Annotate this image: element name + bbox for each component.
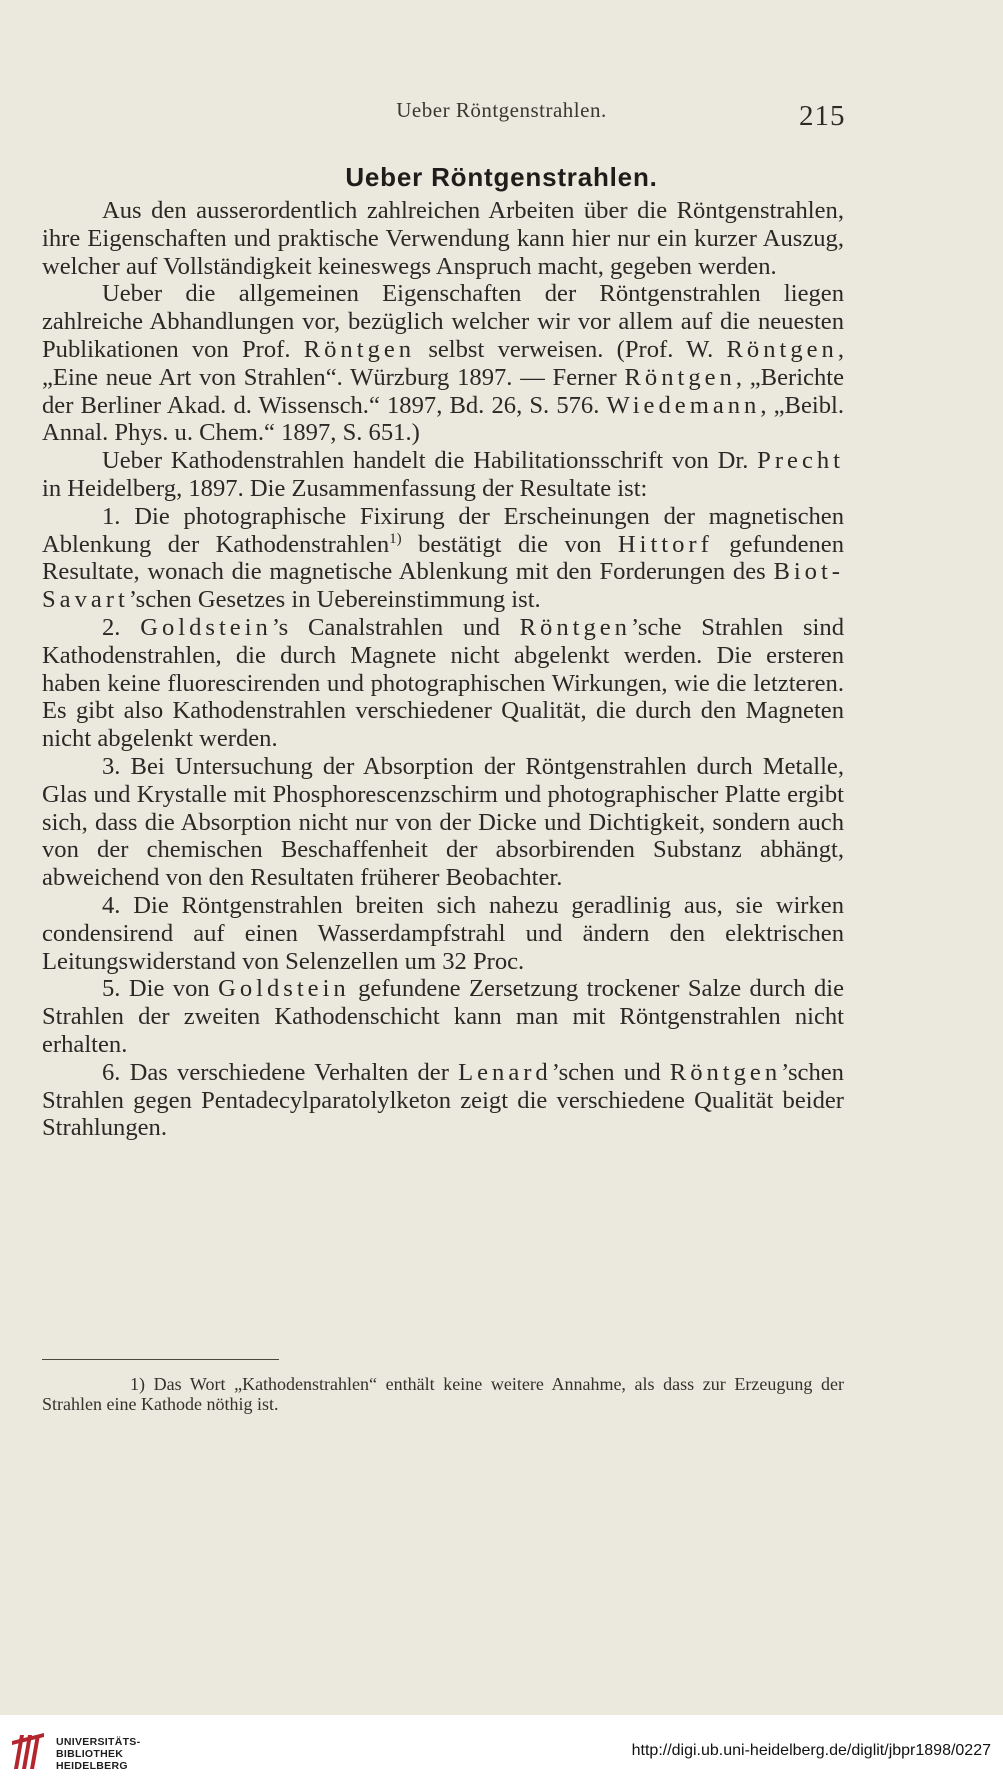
- text-run: , „Berichte der Berliner Akad. d. Wissensch.“ 1897, Bd. 26, S. 576.: [42, 363, 844, 419]
- logo-line: BIBLIOTHEK: [56, 1748, 124, 1760]
- text-run: ’s Canalstrahlen und: [271, 613, 520, 641]
- author-name: Goldstein: [140, 613, 272, 641]
- footnote-divider: [42, 1359, 279, 1360]
- author-name: Precht: [757, 447, 844, 475]
- permalink-url[interactable]: http://digi.ub.uni-heidelberg.de/diglit/jbpr1898/0227: [631, 1742, 991, 1759]
- result-item-2: [42, 614, 844, 753]
- author-name: Goldstein: [218, 975, 350, 1003]
- author-name: Röntgen: [726, 335, 838, 363]
- footnote: [42, 1374, 844, 1414]
- text-run: 2.: [102, 613, 141, 641]
- logo-line: HEIDELBERG: [56, 1760, 128, 1772]
- text-run: gefundenen Resultate, wonach die magnetische Ablenkung mit den Forderungen des: [42, 530, 845, 586]
- author-name: Röntgen: [519, 613, 631, 641]
- author-name: Lenard: [458, 1058, 552, 1086]
- text-run: , „Beibl. Annal. Phys. u. Chem.“ 1897, S. 651.): [42, 391, 844, 447]
- paragraph-cathode-rays: [42, 447, 844, 503]
- result-item-3: 3. Bei Untersuchung der Absorption der Röntgenstrahlen durch Metalle, Glas und Krystalle mit Phosphorescenzschirm und photographischer Platte ergibt sich, dass die Absorption nicht nur von der Dicke und Dichtigkeit, sondern auch von der chemischen Beschaffenheit der absorbirenden Substanz abhängt, abweichend von den Resultaten früherer Beobachter.: [42, 752, 844, 892]
- author-name: Wiedemann: [606, 391, 761, 419]
- text-run: 1. Die photographische Fixirung der Erscheinungen der magnetischen Ablenkung der Kathodenstrahlen: [42, 502, 844, 558]
- result-item-6: [42, 1059, 844, 1142]
- text-run: ’schen Strahlen gegen Pentadecylparatolylketon zeigt die verschiedene Qualität beider Strahlungen.: [42, 1058, 844, 1142]
- article-body: [42, 197, 844, 1142]
- footnote-reference: 1): [389, 530, 402, 547]
- paragraph-general-properties: [42, 280, 844, 447]
- paragraph-intro: Aus den ausserordentlich zahlreichen Arbeiten über die Röntgenstrahlen, ihre Eigenschaften und praktische Verwendung kann hier nur ein kurzer Auszug, welcher auf Vollständigkeit keineswegs Anspruch macht, gegeben werden.: [42, 197, 844, 280]
- author-name: Hittorf: [617, 530, 713, 558]
- author-name: Röntgen: [669, 1058, 782, 1086]
- digitization-footer: [0, 1715, 1003, 1790]
- text-run: ’sche Strahlen sind Kathodenstrahlen, die durch Magnete nicht abgelenkt werden. Die ersteren haben keine fluorescirenden und photographischen Wirkungen, wie die letzteren. Es gibt also Kathodenstrahlen verschiedener Qualität, die durch den Magneten nicht abgelenkt werden.: [42, 613, 844, 753]
- result-item-1: [42, 503, 844, 614]
- result-item-4: 4. Die Röntgenstrahlen breiten sich nahezu geradlinig aus, sie wirken condensirend auf einen Wasserdampfstrahl und ändern den elektrischen Leitungswiderstand von Selenzellen um 32 Proc.: [42, 891, 844, 975]
- page-number: 215: [799, 100, 846, 132]
- running-head: Ueber Röntgenstrahlen.: [396, 98, 607, 122]
- text-run: , „Eine neue Art von Strahlen“. Würzburg 1897. — Ferner: [42, 335, 844, 391]
- result-item-5: [42, 975, 844, 1058]
- author-name: Röntgen: [624, 363, 736, 391]
- text-run: ’schen und: [551, 1058, 670, 1086]
- article-title: Ueber Röntgenstrahlen.: [345, 162, 658, 192]
- footnote-text: 1) Das Wort „Kathodenstrahlen“ enthält keine weitere Annahme, als dass zur Erzeugung der Strahlen eine Kathode nöthig ist.: [42, 1374, 844, 1414]
- text-run: bestätigt die von: [401, 530, 618, 558]
- text-run: gefundene Zersetzung trockener Salze durch die Strahlen der zweiten Kathodenschicht kann man mit Röntgenstrahlen nicht erhalten.: [42, 975, 844, 1058]
- text-run: 6. Das verschiedene Verhalten der: [102, 1058, 459, 1086]
- heidelberg-library-logo-icon: [10, 1729, 46, 1771]
- library-logo-text: [56, 1736, 140, 1772]
- text-run: in Heidelberg, 1897. Die Zusammenfassung der Resultate ist:: [42, 474, 648, 502]
- text-run: 5. Die von: [102, 975, 219, 1003]
- text-run: Ueber die allgemeinen Eigenschaften der Röntgenstrahlen liegen zahlreiche Abhandlungen vor, bezüglich welcher wir vor allem auf die neuesten Publikationen von Prof.: [42, 280, 844, 363]
- text-run: ’schen Gesetzes in Uebereinstimmung ist.: [128, 586, 541, 614]
- author-name: Röntgen: [303, 335, 416, 363]
- text-run: Ueber Kathodenstrahlen handelt die Habilitationsschrift von Dr.: [102, 447, 758, 475]
- author-name: Biot-Savart: [42, 558, 844, 614]
- text-run: selbst verweisen. (Prof. W.: [415, 335, 727, 363]
- logo-line: UNIVERSITÄTS-: [56, 1736, 141, 1748]
